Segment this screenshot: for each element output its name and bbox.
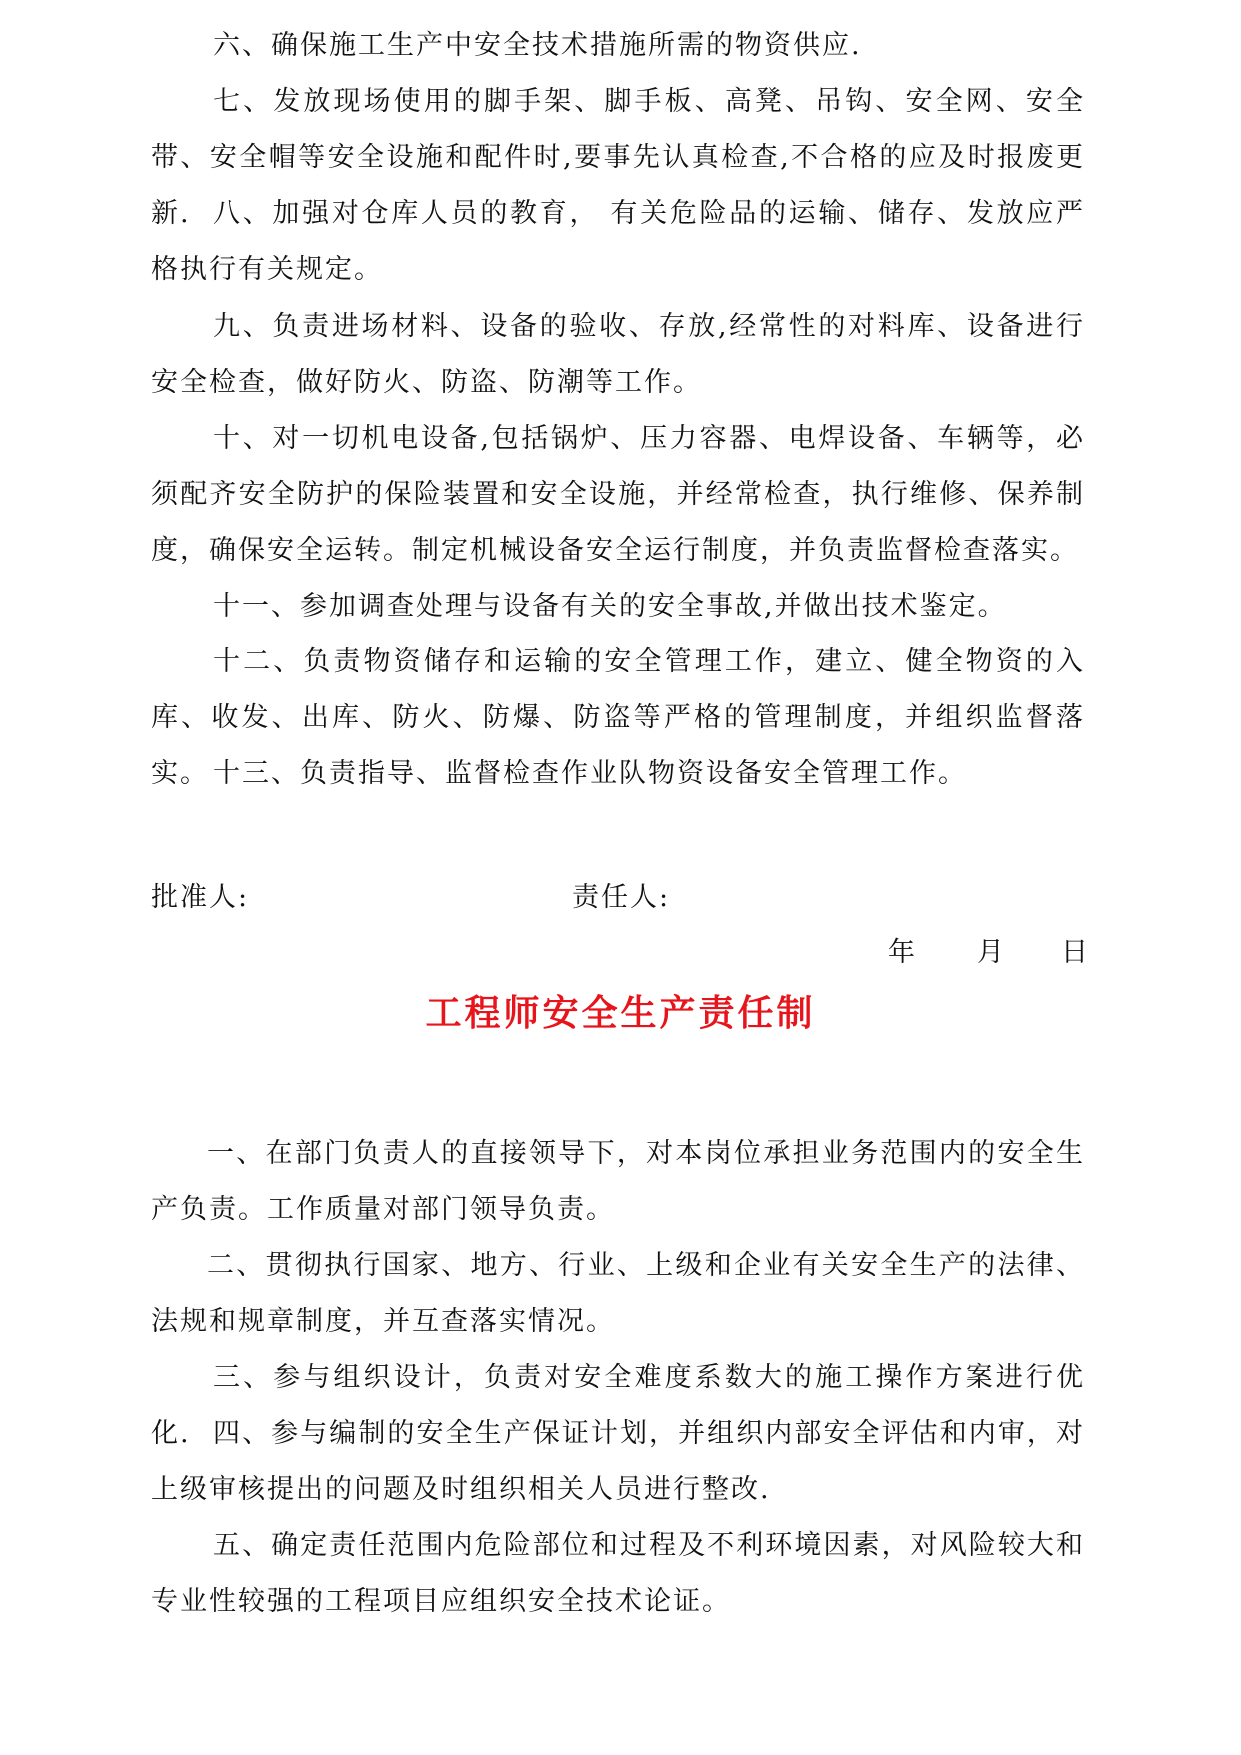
approver-label: 批准人:: [151, 882, 250, 913]
responsible-label: 责任人:: [572, 882, 671, 913]
engineer-clause-2: 二、贯彻执行国家、地方、行业、上级和企业有关安全生产的法律、法规和规章制度，并互查落实情况。: [151, 1250, 1085, 1337]
engineer-clause-4: 四、参与编制的安全生产保证计划，并组织内部安全评估和内审，对上级审核提出的问题及时组织相关人员进行整改.: [151, 1418, 1085, 1505]
section-title: 工程师安全生产责任制: [425, 992, 816, 1034]
clause-13: 十三、负责指导、监督检查作业队物资设备安全管理工作。: [213, 758, 967, 789]
engineer-clause-3: 三、参与组织设计，负责对安全难度系数大的施工操作方案进行优化.: [151, 1362, 1085, 1449]
clause-10: 十、对一切机电设备,包括锅炉、压力容器、电焊设备、车辆等，必须配齐安全防护的保险装置和安全设施，并经常检查，执行维修、保养制度，确保安全运转。制定机械设备安全运行制度，并负责监督检查落实。: [151, 423, 1085, 566]
engineer-clause-1: 一、在部门负责人的直接领导下，对本岗位承担业务范围内的安全生产负责。工作质量对部门领导负责。: [151, 1138, 1085, 1225]
date-month: 月: [977, 937, 1004, 968]
clause-12: 十二、负责物资储存和运输的安全管理工作，建立、健全物资的入库、收发、出库、防火、防爆、防盗等严格的管理制度，并组织监督落实。: [151, 646, 1085, 789]
engineer-clause-5: 五、确定责任范围内危险部位和过程及不利环境因素，对风险较大和专业性较强的工程项目应组织安全技术论证。: [151, 1530, 1085, 1617]
clause-11: 十一、参加调查处理与设备有关的安全事故,并做出技术鉴定。: [213, 591, 1007, 622]
clause-6: 六、确保施工生产中安全技术措施所需的物资供应.: [213, 30, 862, 61]
clause-8: 八、加强对仓库人员的教育， 有关危险品的运输、储存、发放应严格执行有关规定。: [151, 198, 1085, 285]
clause-9: 九、负责进场材料、设备的验收、存放,经常性的对料库、设备进行安全检查，做好防火、防盗、防潮等工作。: [151, 311, 1085, 398]
date-day: 日: [1061, 937, 1088, 968]
clause-7: 七、发放现场使用的脚手架、脚手板、高凳、吊钩、安全网、安全带、安全帽等安全设施和配件时,要事先认真检查,不合格的应及时报废更新.: [151, 86, 1085, 229]
date-year: 年: [888, 937, 915, 968]
